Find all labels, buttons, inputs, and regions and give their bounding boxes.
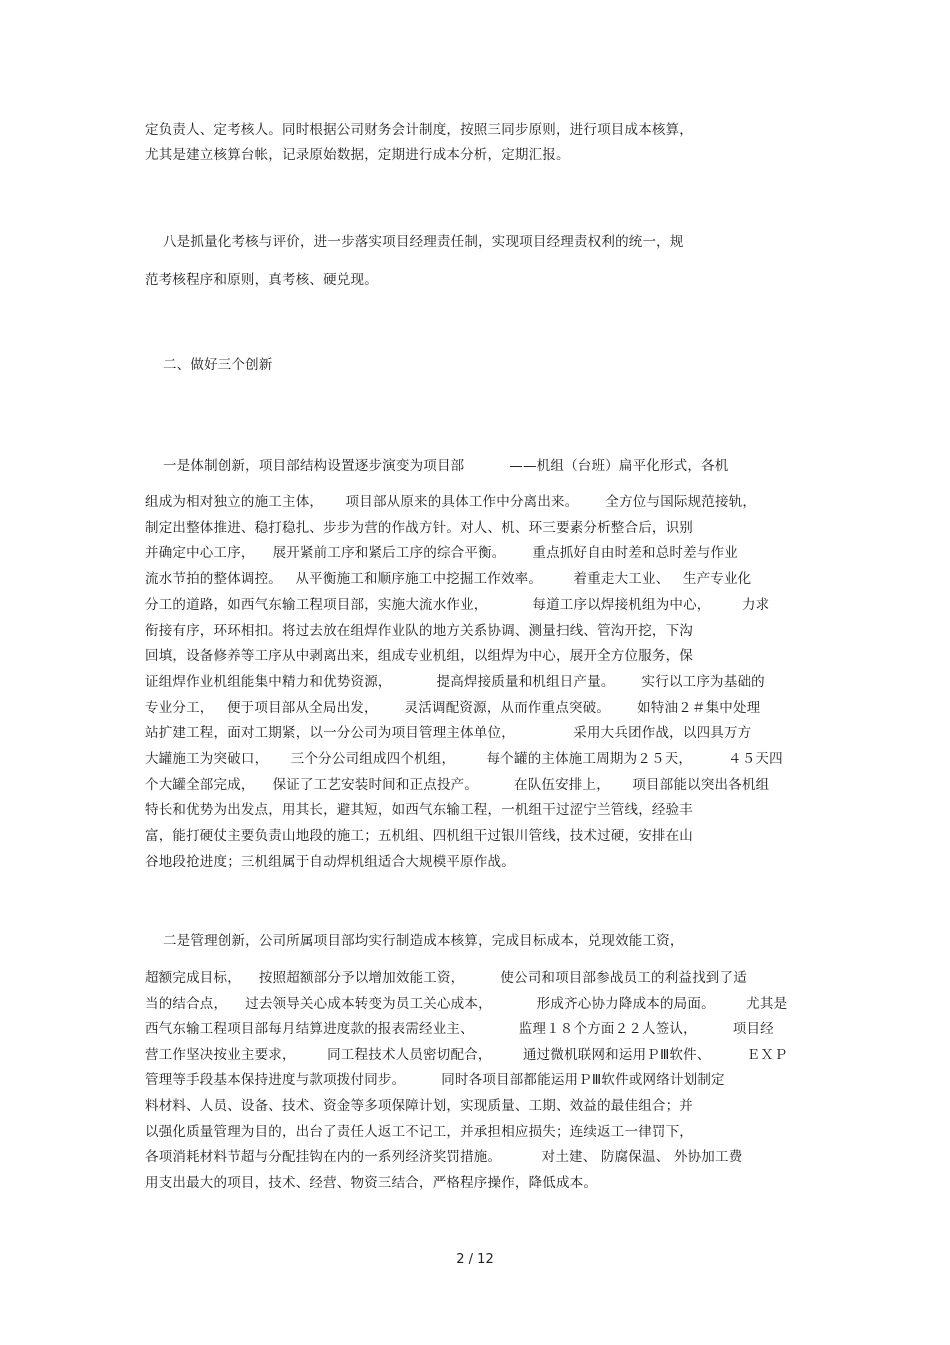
para-management-innovation-body-line-2: 当的结合点， 过去领导关心成本转变为员工关心成本， 形成齐心协力降成本的局面。 尤其是 (145, 995, 788, 1012)
para-management-innovation-l1-line-1: 二是管理创新，公司所属项目部均实行制造成本核算，完成目标成本，兑现效能工资， (145, 933, 684, 949)
para-system-innovation-body-line-7: 回填，设备修养等工序从中剥离出来，组成专业机组，以组焊为中心，展开全方位服务，保 (145, 648, 693, 665)
para-system-innovation-body-line-8: 证组焊作业机组能集中精力和优势资源， 提高焊接质量和机组日产量。 实行以工序为基础的 (145, 673, 765, 690)
section-heading-innovations-line-1: 二、做好三个创新 (145, 357, 273, 373)
para-system-innovation-body-line-10: 站扩建工程，面对工期紧，以一分公司为项目管理主体单位， 采用大兵团作战，以四具万方 (145, 725, 752, 742)
para-management-innovation-body-line-6: 料材料、人员、设备、技术、资金等多项保障计划，实现质量、工期、效益的最佳组合；并 (145, 1098, 693, 1114)
para-management-innovation-body-line-8: 各项消耗材料节超与分配挂钩在内的一系列经济奖罚措施。 对土建、 防腐保温、 外协加工费 (145, 1149, 743, 1166)
para-system-innovation-body-line-15: 谷地段抢进度；三机组属于自动焊机组适合大规模平原作战。 (145, 853, 515, 870)
para-management-innovation-body-line-9: 用支出最大的项目，技术、经营、物资三结合，严格程序操作，降低成本。 (145, 1174, 598, 1191)
para-management-innovation-body-line-3: 西气东输工程项目部每月结算进度款的报表需经业主、 监理１８个方面２２人签认， 项目经 (145, 1021, 774, 1038)
para-system-innovation-body-line-5: 分工的道路，如西气东输工程项目部，实施大流水作业， 每道工序以焊接机组为中心， 力求 (145, 596, 770, 613)
para-point-eight-l1-line-1: 八是抓量化考核与评价，进一步落实项目经理责任制，实现项目经理责权利的统一，规 (145, 234, 684, 250)
para-system-innovation-body-line-14: 富，能打硬仗主要负责山地段的施工；五机组、四机组干过银川管线，技术过硬，安排在山 (145, 828, 693, 845)
para-cost-accounting-line-2: 尤其是建立核算台帐，记录原始数据，定期进行成本分析，定期汇报。 (145, 147, 570, 163)
para-system-innovation-body-line-11: 大罐施工为突破口， 三个分公司组成四个机组， 每个罐的主体施工周期为２５天， ４５天四 (145, 751, 783, 767)
para-system-innovation-body-line-4: 流水节拍的整体调控。 从平衡施工和顺序施工中挖掘工作效率。 着重走大工业、 生产专业化 (145, 571, 752, 588)
para-system-innovation-body-line-9: 专业分工， 便于项目部从全局出发， 灵活调配资源，从而作重点突破。 如特油２＃集中处理 (145, 699, 761, 716)
para-system-innovation-body-line-12: 个大罐全部完成， 保证了工艺安装时间和正点投产。 在队伍安排上， 项目部能以突出各机组 (145, 776, 770, 793)
para-system-innovation-body-line-3: 并确定中心工序， 展开紧前工序和紧后工序的综合平衡。 重点抓好自由时差和总时差与作业 (145, 545, 738, 562)
para-system-innovation-body-line-13: 特长和优势为出发点，用其长，避其短，如西气东输工程，一机组干过涩宁兰管线，经验丰 (145, 802, 693, 819)
para-system-innovation-body-line-1: 组成为相对独立的施工主体， 项目部从原来的具体工作中分离出来。 全方位与国际规范接轨， (145, 494, 757, 510)
para-system-innovation-l1-line-1: 一是体制创新，项目部结构设置逐步演变为项目部 ——机组（台班）扁平化形式，各机 (145, 458, 729, 474)
page-number: 2 / 12 (456, 1252, 494, 1267)
para-system-innovation-body-line-6: 衔接有序，环环相扣。将过去放在组焊作业队的地方关系协调、测量扫线、管沟开挖，下沟 (145, 622, 693, 639)
para-system-innovation-body-line-2: 制定出整体推进、稳打稳扎、步步为营的作战方针。对人、机、环三要素分析整合后，识别 (145, 519, 693, 536)
para-cost-accounting-line-1: 定负责人、定考核人。同时根据公司财务会计制度，按照三同步原则，进行项目成本核算， (145, 122, 693, 138)
para-management-innovation-body-line-5: 管理等手段基本保持进度与款项拨付同步。 同时各项目部都能运用ＰⅢ软件或网络计划制定 (145, 1072, 725, 1089)
para-management-innovation-body-line-7: 以强化质量管理为目的，出台了责任人返工不记工，并承担相应损失；连续返工一律罚下， (145, 1123, 693, 1140)
para-management-innovation-body-line-4: 营工作坚决按业主要求， 同工程技术人员密切配合， 通过微机联网和运用ＰⅢ软件、 ＥＸＰ (145, 1046, 788, 1063)
para-management-innovation-body-line-1: 超额完成目标， 按照超额部分予以增加效能工资， 使公司和项目部参战员工的利益找到了适 (145, 970, 747, 986)
para-point-eight-l2-line-1: 范考核程序和原则，真考核、硬兑现。 (145, 272, 378, 288)
